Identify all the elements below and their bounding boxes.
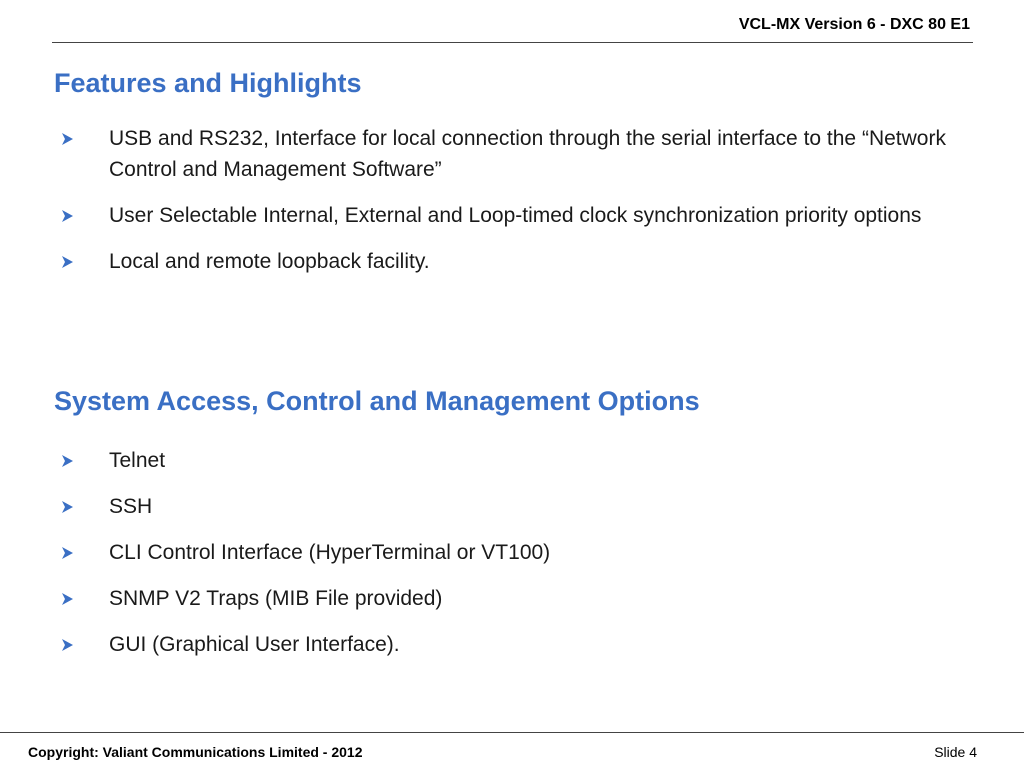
list-item [54,491,984,522]
section-title-access: System Access, Control and Management Options [54,386,700,416]
list-item-text: User Selectable Internal, External and Loop-timed clock synchronization priority options [109,204,922,227]
list-item [54,445,984,476]
list-item [54,583,984,614]
access-bullet-list [54,445,984,660]
arrow-bullet-icon [60,592,74,606]
arrow-bullet-icon [60,546,74,560]
header-title: VCL-MX Version 6 - DXC 80 E1 [738,16,970,33]
slide-number: Slide 4 [934,744,977,760]
section-features [54,68,984,292]
header-divider [52,42,973,43]
list-item-text: GUI (Graphical User Interface). [109,633,400,656]
arrow-bullet-icon [60,132,74,146]
footer-copyright: Copyright: Valiant Communications Limited - 2012 [28,744,363,760]
arrow-bullet-icon [60,209,74,223]
list-item [54,246,984,277]
section-access [54,386,984,675]
features-bullet-list [54,123,984,277]
list-item-text: SSH [109,495,153,518]
arrow-bullet-icon [60,500,74,514]
list-item-text: CLI Control Interface (HyperTerminal or VT100) [109,541,551,564]
list-item [54,537,984,568]
list-item [54,123,984,185]
list-item-text: SNMP V2 Traps (MIB File provided) [109,587,443,610]
list-item-text: Local and remote loopback facility. [109,250,430,273]
arrow-bullet-icon [60,454,74,468]
arrow-bullet-icon [60,638,74,652]
footer-divider [0,732,1024,733]
arrow-bullet-icon [60,255,74,269]
list-item-text: Telnet [109,449,166,472]
section-title-features: Features and Highlights [54,68,362,98]
list-item [54,200,984,231]
list-item [54,629,984,660]
list-item-text: USB and RS232, Interface for local connection through the serial interface to the “Network Control and Management Software” [109,127,946,181]
